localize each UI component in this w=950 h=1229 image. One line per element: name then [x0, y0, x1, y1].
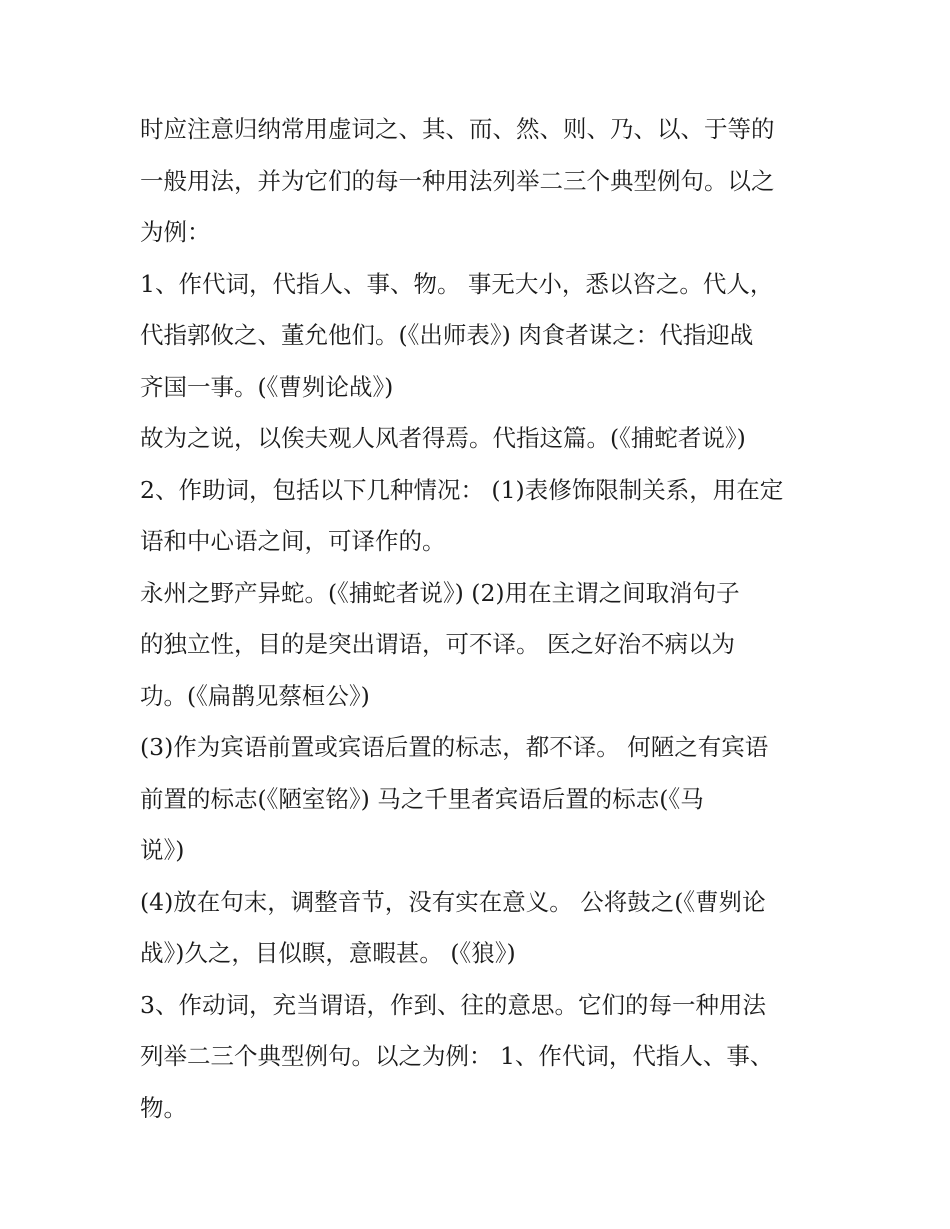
- text-line: 一般用法，并为它们的每一种用法列举二三个典型例句。以之: [140, 166, 775, 195]
- text-line: 代指郭攸之、董允他们。(《出师表》) 肉食者谋之：代指迎战: [140, 321, 754, 349]
- text-line: 物。: [140, 1093, 187, 1122]
- text-line: 1、作代词，代指人、事、物。 事无大小，悉以咨之。代人，: [140, 269, 774, 298]
- text-line: 前置的标志(《陋室铭》) 马之千里者宾语后置的标志(《马: [140, 784, 704, 813]
- text-line: 列举二三个典型例句。以之为例： 1、作代词，代指人、事、: [140, 1042, 774, 1070]
- text-line: 2、作助词，包括以下几种情况： (1)表修饰限制关系，用在定: [140, 475, 784, 504]
- text-line: 为例：: [140, 218, 211, 246]
- text-line: 3、作动词，充当谓语，作到、往的意思。它们的每一种用法: [140, 990, 766, 1019]
- text-line: (4)放在句末，调整音节，没有实在意义。 公将鼓之(《曹刿论: [140, 887, 766, 916]
- text-line: 齐国一事。(《曹刿论战》): [140, 372, 394, 401]
- text-line: 故为之说，以俟夫观人风者得焉。代指这篇。(《捕蛇者说》): [140, 424, 746, 452]
- text-line: 功。(《扁鹊见蔡桓公》): [140, 681, 370, 710]
- text-line: (3)作为宾语前置或宾语后置的标志，都不译。 何陋之有宾语: [140, 733, 769, 761]
- text-line: 永州之野产异蛇。(《捕蛇者说》) (2)用在主谓之间取消句子: [140, 578, 740, 607]
- text-line: 时应注意归纳常用虚词之、其、而、然、则、乃、以、于等的: [140, 115, 775, 143]
- text-line: 语和中心语之间，可译作的。: [140, 527, 446, 555]
- body-text: [140, 104, 820, 1134]
- text-line: 战》)久之，目似瞑，意暇甚。 (《狼》): [140, 939, 516, 967]
- text-line: 说》): [140, 836, 185, 864]
- text-line: 的独立性，目的是突出谓语，可不译。 医之好治不病以为: [140, 630, 735, 658]
